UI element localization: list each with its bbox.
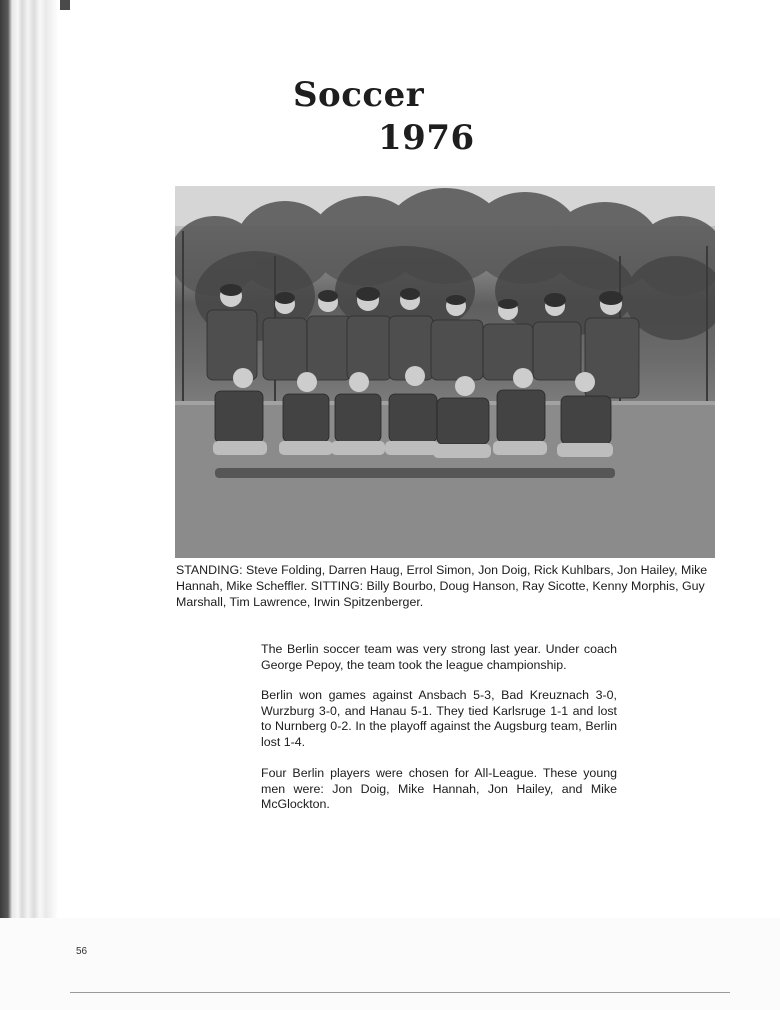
page-edge-line <box>70 992 730 993</box>
paragraph-game-results: Berlin won games against Ansbach 5-3, Bad Kreuznach 3-0, Wurzburg 3-0, and Hanau 5-1. They tied Karlsruge 1-1 and lost to Nurnberg 0-2. In the playoff against the Augsburg team, Berlin lost 1-4. <box>261 688 617 749</box>
page-bottom-edge <box>0 918 780 1010</box>
paragraph-all-league: Four Berlin players were chosen for All-League. These young men were: Jon Doig, Mike Hannah, Jon Hailey, and Mike McGlockton. <box>261 766 617 811</box>
paragraph-team-summary: The Berlin soccer team was very strong last year. Under coach George Pepoy, the team took the league championship. <box>261 642 617 672</box>
photo-caption: STANDING: Steve Folding, Darren Haug, Errol Simon, Jon Doig, Rick Kuhlbars, Jon Hailey, Mike Hannah, Mike Scheffler. SITTING: Billy Bourbo, Doug Hanson, Ray Sicotte, Kenny Morphis, Guy Marshall, Tim Lawrence, Irwin Spitzenberger. <box>176 563 708 609</box>
page-number: 56 <box>76 946 88 957</box>
team-photo <box>175 186 715 558</box>
page-title: Soccer <box>293 75 425 115</box>
team-photo-illustration <box>175 186 715 558</box>
page-year: 1976 <box>378 118 475 158</box>
book-binding <box>0 0 60 920</box>
